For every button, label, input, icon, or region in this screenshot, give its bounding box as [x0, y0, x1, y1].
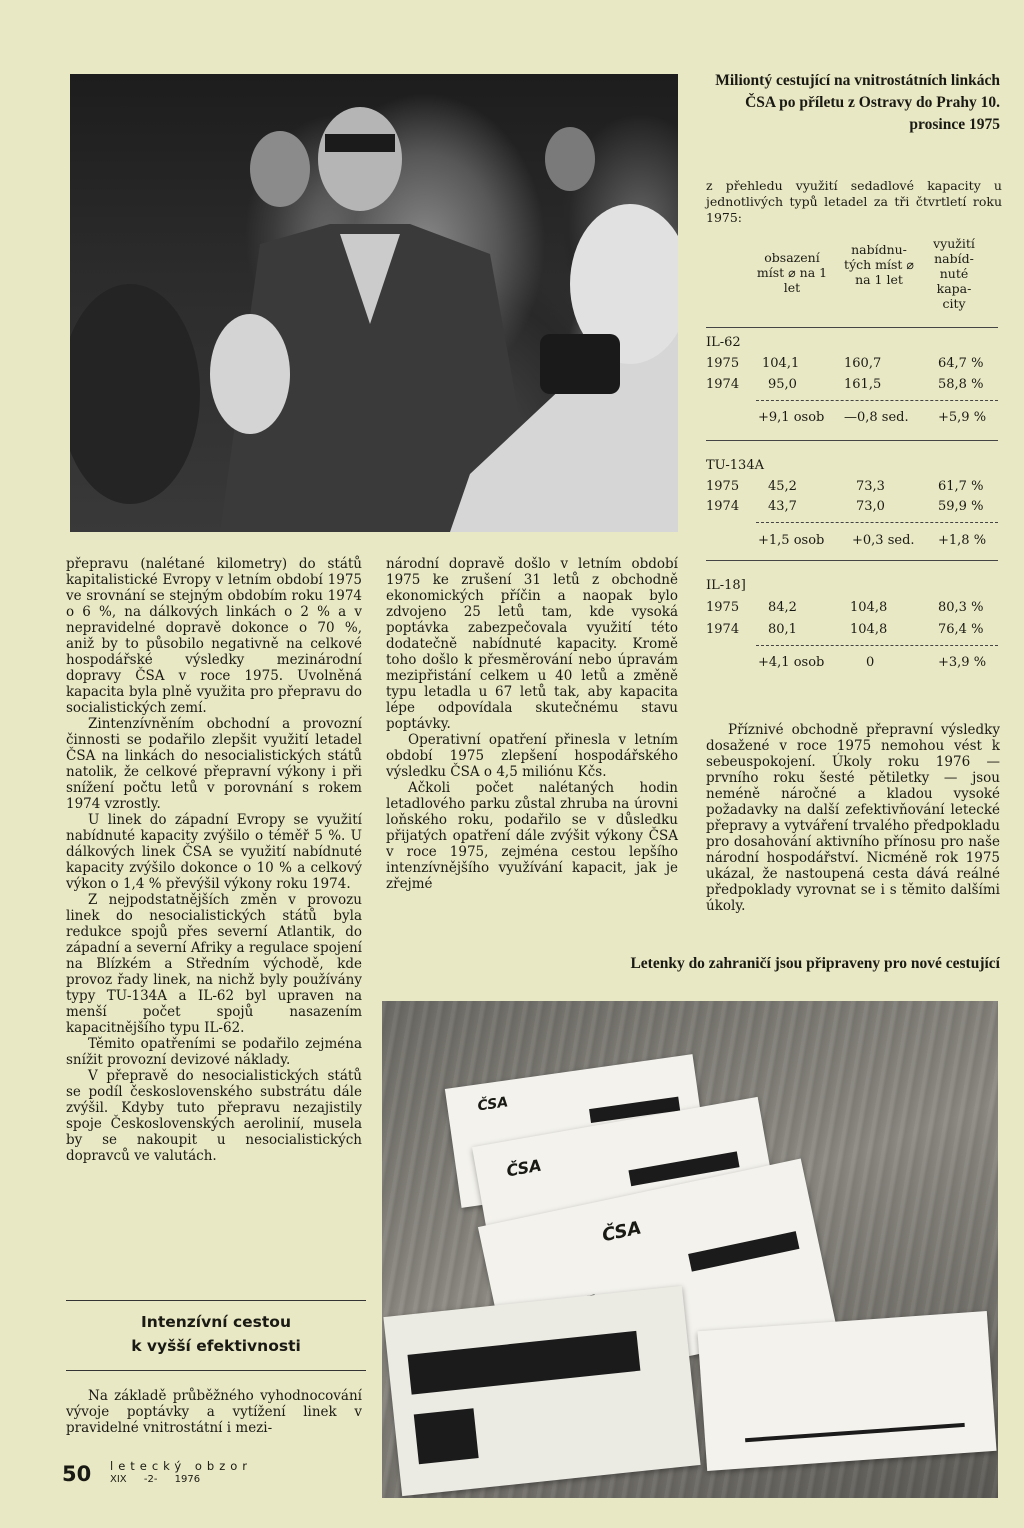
diff-offered: +0,3 sed.	[852, 533, 915, 548]
row-occupied: 80,1	[768, 622, 797, 637]
article-column-right	[706, 722, 1000, 914]
ticket-booklet	[383, 1286, 700, 1496]
row-year: 1974	[706, 377, 740, 392]
table-row	[706, 499, 1002, 517]
table-row	[706, 479, 1002, 497]
table-row	[706, 356, 1002, 374]
row-utilization: 80,3 %	[938, 600, 984, 615]
row-year: 1974	[706, 499, 740, 514]
row-year: 1975	[706, 356, 740, 371]
paragraph: U linek do západní Evropy se využití nabídnuté kapacity zvýšilo o téměř 5 %. U dálkových linek ČSA se využití nabídnuté kapacity zvýšilo dokonce o 10 % a celkový výkon o 1,4 % převýšil výkony roku 1974.	[66, 812, 362, 892]
magazine-name: letecký obzor	[110, 1459, 253, 1473]
photo-millionth-passenger	[70, 74, 678, 532]
heading-line: Intenzívní cestou	[141, 1313, 291, 1331]
paragraph: přepravu (nalétané kilometry) do států kapitalistické Evropy v letním období 1975 ve srovnání se stejným obdobím roku 1974 o 6 %, na dálkových linkách o 2 % a v nepravidelné dopravě dokonce o 70 %, aniž by to působilo negativně na celkové hospodářské výsledky mezinárodní dopravy ČSA v roce 1975. Uvolněná kapacita byla plně využita pro přepravu do socialistických zemí.	[66, 556, 362, 716]
aircraft-type-il62: IL-62	[706, 335, 741, 350]
row-offered: 160,7	[844, 356, 882, 371]
table-header-utilization: využití nabíd- nuté kapa- city	[933, 236, 975, 311]
row-utilization: 64,7 %	[938, 356, 984, 371]
ticket-logo: ČSA	[600, 1217, 644, 1247]
heading-rule-top	[66, 1300, 366, 1301]
table-diff-row	[706, 533, 1002, 551]
paragraph: Zintenzívněním obchodní a provozní činnosti se podařilo zlepšit využití letadel ČSA na linkách do nesocialistických států natolik, že celkové přepravní výkony i při snížení počtu letů v porovnání s rokem 1974 vzrostly.	[66, 716, 362, 812]
row-utilization: 76,4 %	[938, 622, 984, 637]
ticket-bar	[688, 1231, 799, 1271]
row-year: 1975	[706, 479, 740, 494]
paragraph: Z nejpodstatnějších změn v provozu linek do nesocialistických států byla redukce spojů přes severní Atlantik, do západní a severní Afriky a regulace spojení na Blízkém a Středním východě, kde provoz řady linek, na nichž byly používány typy TU-134A a IL-62 byl upraven na menší počet spojů nasazením kapacitnějšího typu IL-62.	[66, 892, 362, 1036]
article-column-left-bottom	[66, 1388, 362, 1436]
issue-number: -2-	[143, 1474, 158, 1485]
diff-occupied: +1,5 osob	[758, 533, 825, 548]
diff-utilization: +1,8 %	[938, 533, 987, 548]
table-row	[706, 377, 1002, 395]
ticket-logo: ČSA	[505, 1155, 543, 1181]
table-header-offered: nabídnu- tých míst ⌀ na 1 let	[844, 242, 914, 287]
diff-utilization: +3,9 %	[938, 655, 987, 670]
heading-line: k vyšší efektivnosti	[131, 1337, 301, 1355]
paragraph: Příznivé obchodně přepravní výsledky dosažené v roce 1975 nemohou vést k sebeuspokojení. Úkoly roku 1976 — prvního roku šesté pětiletky — jsou neméně náročné a kladou vysoké požadavky na další zefektivňování letecké přepravy a vytváření trvalého předpokladu pro dosahování aktivního přínosu pro naše národní hospodářství. Nicméně rok 1975 ukázal, že nastoupená cesta dává reálné předpoklady vyrovnat se i s těmito dalšími úkoly.	[706, 722, 1000, 914]
table-row	[706, 622, 1002, 640]
row-occupied: 43,7	[768, 499, 797, 514]
row-occupied: 84,2	[768, 600, 797, 615]
row-utilization: 61,7 %	[938, 479, 984, 494]
issue-info	[110, 1474, 200, 1486]
photo-caption-bottom: Letenky do zahraničí jsou připraveny pro nové cestující	[630, 955, 1000, 972]
table-diff-row	[706, 655, 1002, 673]
table-diff-rule	[756, 522, 998, 523]
diff-utilization: +5,9 %	[938, 410, 987, 425]
diff-occupied: +4,1 osob	[758, 655, 825, 670]
table-group-rule	[706, 560, 998, 561]
row-year: 1975	[706, 600, 740, 615]
table-diff-row	[706, 410, 1002, 428]
photo-tickets	[382, 1001, 998, 1498]
table-diff-rule	[756, 400, 998, 401]
diff-offered: —0,8 sed.	[844, 410, 909, 425]
row-offered: 104,8	[850, 600, 888, 615]
heading-rule-bottom	[66, 1370, 366, 1371]
page-number: 50	[62, 1462, 92, 1486]
aircraft-type-il18: IL-18]	[706, 578, 746, 593]
row-utilization: 59,9 %	[938, 499, 984, 514]
table-header-rule	[706, 327, 998, 328]
paragraph: Operativní opatření přinesla v letním období 1975 zlepšení hospodářského výsledku ČSA o 4,5 miliónu Kčs.	[386, 732, 678, 780]
photo-caption-top: Miliontý cestující na vnitrostátních linkách ČSA po příletu z Ostravy do Prahy 10. prosince 1975	[715, 72, 1000, 133]
row-utilization: 58,8 %	[938, 377, 984, 392]
diff-occupied: +9,1 osob	[758, 410, 825, 425]
ticket-bar	[414, 1408, 479, 1464]
table-header-occupied: obsazení míst ⌀ na 1 let	[756, 250, 828, 295]
diff-offered: 0	[866, 655, 875, 670]
table-row	[706, 600, 1002, 618]
paragraph: národní dopravě došlo v letním období 1975 ke zrušení 31 letů z obchodně ekonomických příčin a naopak bylo zdvojeno 25 letů tam, kde vysoká poptávka zabezpečovala využití této dodatečně nabídnuté kapacity. Kromě toho došlo k přesměrování nebo úpravám mezipřistání celkem u 40 letů a změně typu letadla u 67 letů tak, aby kapacita lépe odpovídala skutečnému stavu poptávky.	[386, 556, 678, 732]
table-intro: z přehledu využití sedadlové kapacity u jednotlivých typů letadel za tři čtvrtletí roku 1975:	[706, 178, 1002, 225]
row-offered: 73,3	[856, 479, 885, 494]
ticket-bar	[745, 1423, 965, 1442]
ticket-image	[697, 1311, 996, 1471]
ticket-logo: ČSA	[476, 1094, 510, 1115]
ticket-bar	[407, 1331, 640, 1395]
row-offered: 73,0	[856, 499, 885, 514]
aircraft-type-tu134a: TU-134A	[706, 458, 764, 473]
table-group-rule	[706, 440, 998, 441]
table-diff-rule	[756, 645, 998, 646]
row-offered: 161,5	[844, 377, 882, 392]
paragraph: V přepravě do nesocialistických států se podíl československého substrátu dále zvýšil. Kdyby tuto přepravu nezajistily spoje Československých aerolinií, musela by se nakoupit u nesocialistických dopravců ve valutách.	[66, 1068, 362, 1164]
issue-year: 1976	[174, 1474, 201, 1485]
photo-illustration	[70, 74, 678, 532]
row-occupied: 45,2	[768, 479, 797, 494]
row-offered: 104,8	[850, 622, 888, 637]
paragraph: Těmito opatřeními se podařilo zejména snížit provozní devizové náklady.	[66, 1036, 362, 1068]
paragraph: Ačkoli počet nalétaných hodin letadlového parku zůstal zhruba na úrovni loňského roku, podařilo se v důsledku přijatých opatření dále zvýšit výkony ČSA v roce 1975, zejména cestou lepšího intenzívnějšího využívání kapacit, jak je zřejmé	[386, 780, 678, 892]
row-occupied: 95,0	[768, 377, 797, 392]
row-occupied: 104,1	[762, 356, 800, 371]
issue-volume: XIX	[110, 1474, 127, 1485]
paragraph: Na základě průběžného vyhodnocování vývoje poptávky a vytížení linek v pravidelné vnitrostátní i mezi-	[66, 1388, 362, 1436]
article-column-middle	[386, 556, 678, 892]
article-column-left	[66, 556, 362, 1164]
row-year: 1974	[706, 622, 740, 637]
section-heading	[66, 1310, 366, 1358]
